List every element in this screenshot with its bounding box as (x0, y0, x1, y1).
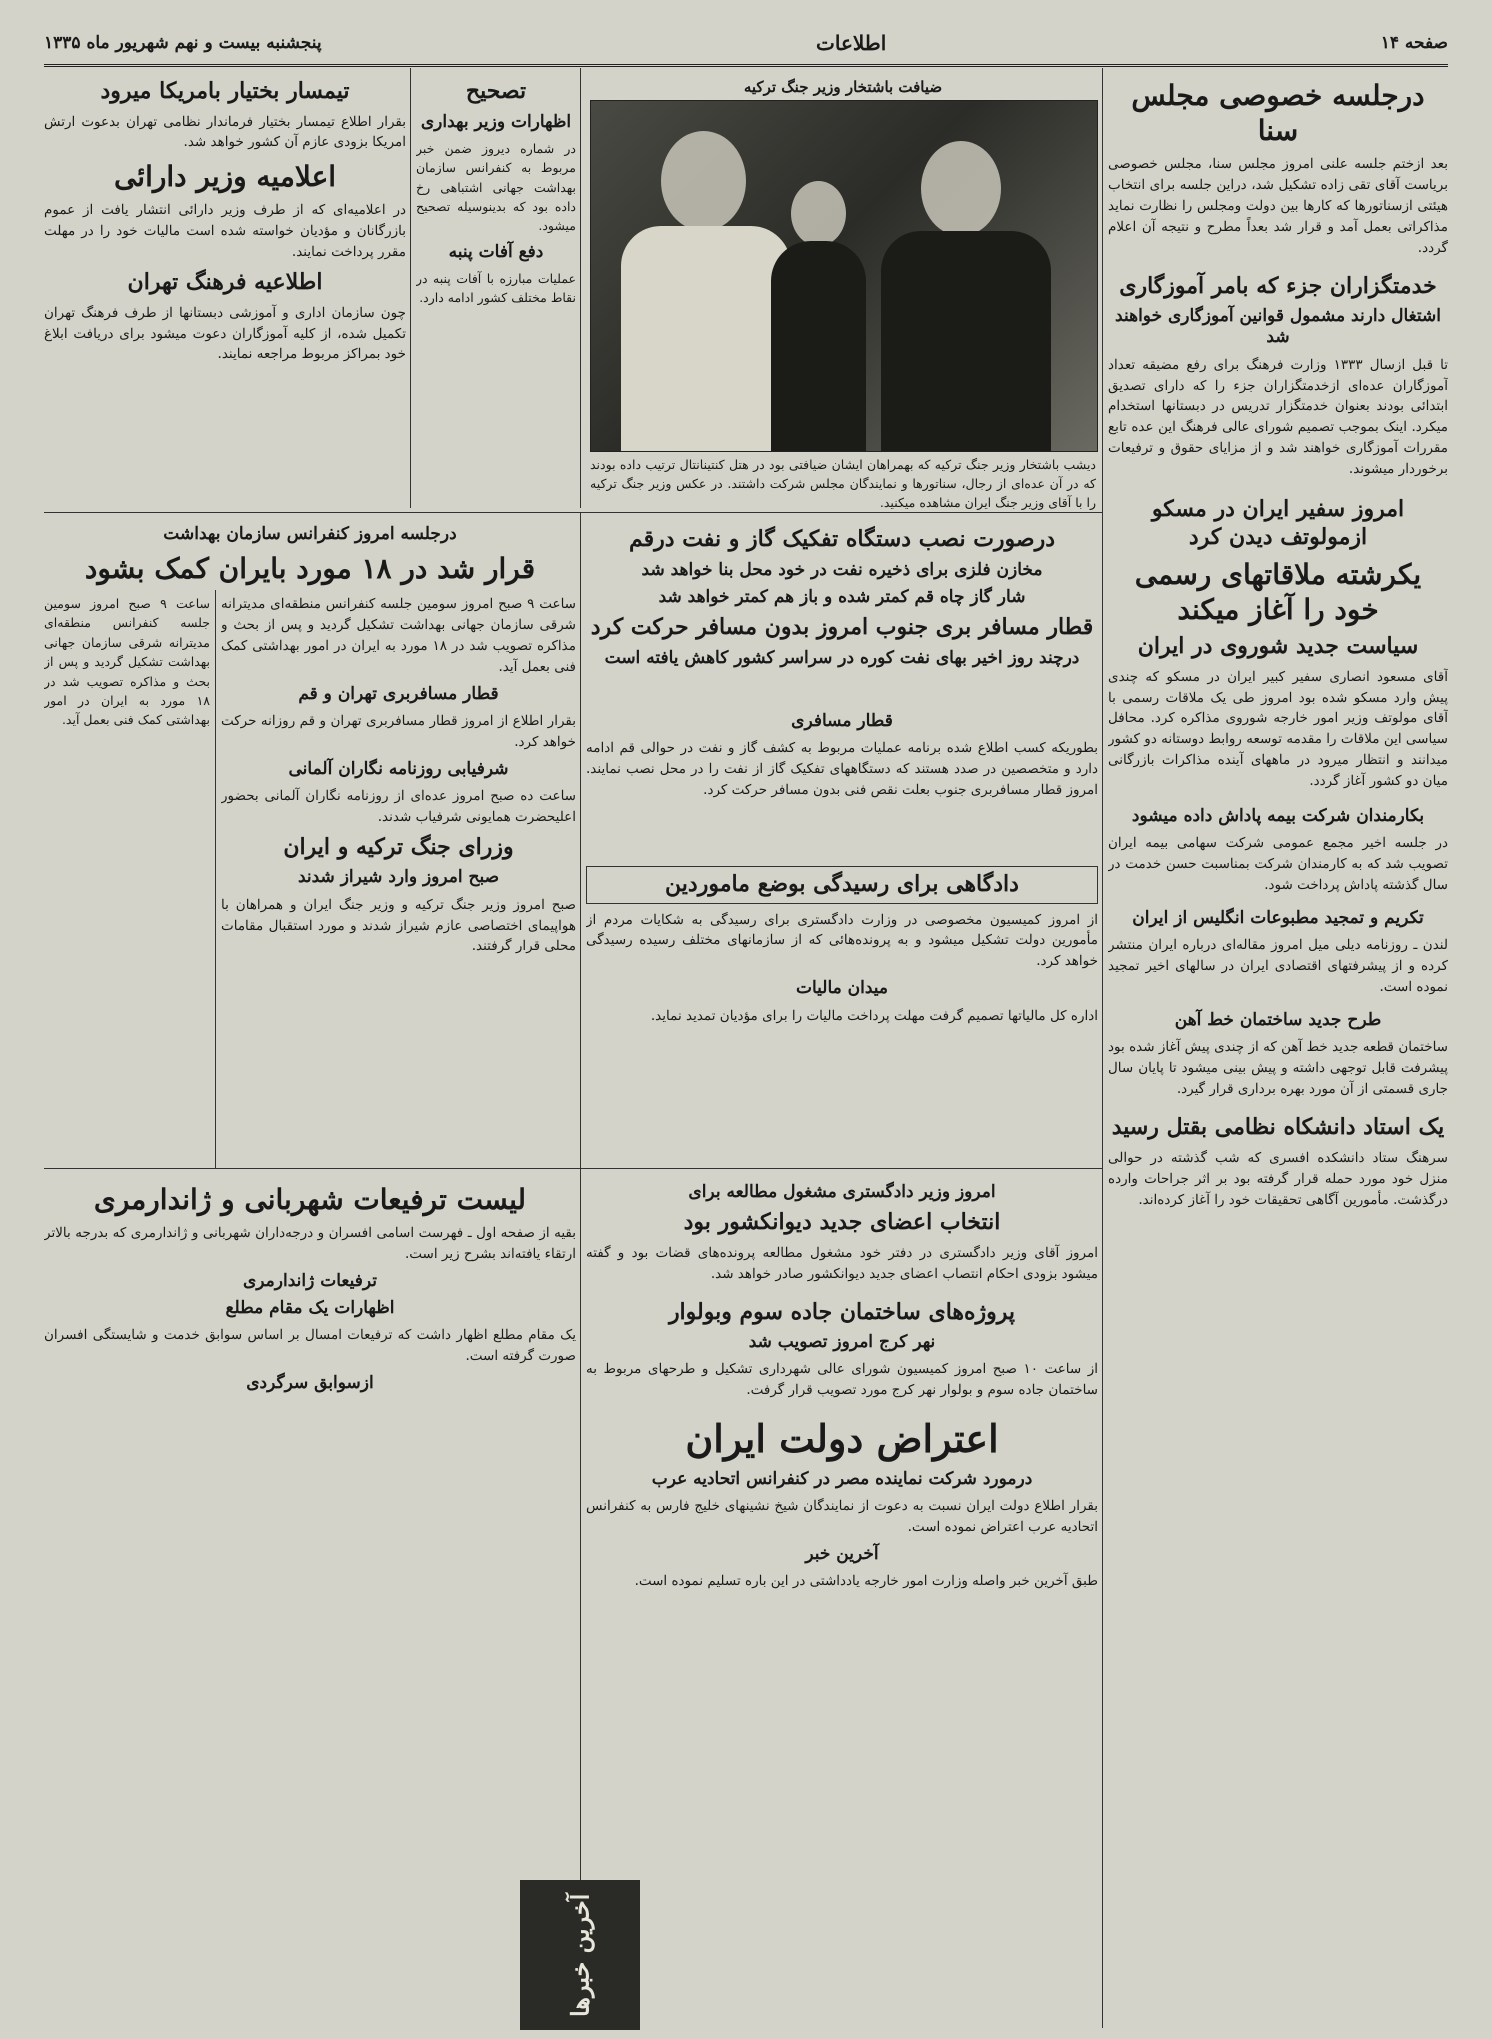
article-body: در جلسه اخیر مجمع عمومی شرکت سهامی بیمه ایران تصویب شد که به کارمندان شرکت بمناسبت حسن خدمت در سال گذشته پاداش پرداخت شود. (1108, 835, 1448, 894)
person-figure (881, 231, 1051, 451)
person-figure (771, 241, 866, 451)
article-body: بعد ازختم جلسه علنی امروز مجلس سنا، مجلس خصوصی بریاست آقای تقی زاده تشکیل شد، دراین جلسه برای انتخاب هیئتی ازسناتورها که کارها بین دولت ومجلس را نظارت نماید مذاکراتی بعمل آمد و قرار شد بعداً مطرح و نتیجه آن اعلام گردد. (1108, 156, 1448, 256)
headline: ازسوابق سرگردی (246, 1373, 374, 1394)
person-figure (621, 226, 791, 451)
subheadline: نهر کرج امروز تصویب شد (748, 1332, 936, 1353)
headline: درجلسه خصوصی مجلس سنا (1131, 79, 1425, 147)
article-body: ساختمان قطعه جدید خط آهن که از چندی پیش آغاز شده بود پیشرفت قابل توجهی داشته و پیش بینی میشود تا پایان سال جاری قسمتی از آن مورد بهره برداری قرار گیرد. (1108, 1039, 1448, 1098)
article-body: بقرار اطلاع دولت ایران نسبت به دعوت از نمایندگان شیخ نشینهای خلیج فارس به کنفرانس اتحادیه عرب اعتراض نموده است. (586, 1497, 1098, 1535)
article-body: بقرار اطلاع تیمسار بختیار فرماندار نظامی تهران بدعوت ارتش امریکا بزودی عازم آن کشور خواهد شد. (44, 113, 406, 151)
subheadline: مخازن فلزی برای ذخیره نفت در خود محل بنا خواهد شد (641, 559, 1043, 580)
column-rule (1102, 68, 1103, 2028)
news-photo (590, 100, 1098, 452)
article-body: ساعت ۹ صبح امروز سومین جلسه کنفرانس منطقه‌ای مدیترانه شرقی سازمان جهانی بهداشت تشکیل گردید و پس از بحث و مذاکره تصویب شد در ۱۸ مورد به ایران در امور بهداشتی کمک فنی بعمل آید. (44, 596, 210, 728)
headline: اطلاعیه فرهنگ تهران (127, 269, 323, 296)
headline: امروز وزیر دادگستری مشغول مطالعه برای (688, 1182, 996, 1202)
article-body: آقای مسعود انصاری سفیر کبیر ایران در مسکو که چندی پیش وارد مسکو شده بود امروز طی یک ملاقات رسمی با آقای مولوتف وزیر امور خارجه شوروی مذاکره کرد. محافل سیاسی این ملاقات را مقدمه توسعه روابط دوستانه دو کشور میدانند و انتظار میرود در ماههای آینده مذاکرات بازرگانی میان دو کشور آغاز گردد. (1108, 668, 1448, 790)
paper-name: اطلاعات (816, 31, 887, 55)
article-body: در اعلامیه‌ای که از طرف وزیر دارائی انتشار یافت از عموم بازرگانان و مؤدیان خواسته شده است مالیات خود را در مهلت مقرر پرداخت نمایند. (44, 202, 406, 261)
subheadline: اظهارات وزیر بهداری (420, 111, 572, 132)
left-inner-column (416, 72, 576, 508)
headline: درجلسه امروز کنفرانس سازمان بهداشت (163, 524, 457, 544)
headline: اعلامیه وزیر دارائی (113, 160, 337, 194)
subheadline: درچند روز اخیر بهای نفت کوره در سراسر کشور کاهش یافته است (604, 647, 1080, 668)
subheadline: درمورد شرکت نماینده مصر در کنفرانس اتحادیه عرب (651, 1468, 1033, 1489)
latest-news-stamp: آخرین خبرها (520, 1880, 640, 2030)
issue-date: پنجشنبه بیست و نهم شهریور ماه ۱۳۳۵ (44, 33, 322, 53)
headline: اظهارات یک مقام مطلع (225, 1298, 395, 1319)
article-body: امروز آقای وزیر دادگستری در دفتر خود مشغول مطالعه پرونده‌های قضات بود و گفته میشود بزودی احکام انتصاب اعضای جدید دیوانکشور صادر خواهد شد. (586, 1244, 1098, 1282)
headline: امروز سفیر ایران در مسکو ازمولوتف دیدن کرد (1151, 496, 1405, 550)
subheadline: دفع آفات پنبه (448, 241, 544, 262)
article-body: بقرار اطلاع از امروز قطار مسافربری تهران و قم روزانه حرکت خواهد کرد. (221, 712, 576, 750)
headline: وزرای جنگ ترکیه و ایران (283, 833, 514, 860)
subheadline: آخرین خبر (805, 1543, 879, 1564)
headline: تصحیح (465, 78, 527, 104)
person-figure (791, 181, 846, 246)
headline: انتخاب اعضای جدید دیوانکشور بود (683, 1209, 1001, 1236)
headline: پروژه‌های ساختمان جاده سوم وبولوار (668, 1298, 1016, 1325)
headline: یک استاد دانشکاه نظامی بقتل رسید (1111, 1114, 1445, 1141)
article-body: بقیه از صفحه اول ـ فهرست اسامی افسران و درجه‌داران شهربانی و ژاندارمری که بدرجه بالاتر ارتقاء یافته‌اند بشرح زیر است. (44, 1225, 576, 1262)
middle-lower-column (586, 1176, 1098, 2026)
article-body: صبح امروز وزیر جنگ ترکیه و وزیر جنگ ایران و همراهان با هواپیمای اختصاصی عازم شیراز شدند و مورد استقبال مقامات محلی قرار گرفتند. (221, 896, 576, 955)
article-body: لندن ـ روزنامه دیلی میل امروز مقاله‌ای درباره ایران منتشر کرده و از پیشرفتهای اقتصادی ایران در سالهای اخیر تمجید نموده است. (1108, 937, 1448, 996)
column-rule (410, 68, 411, 508)
article-body: اداره کل مالیاتها تصمیم گرفت مهلت پرداخت مالیات را برای مؤدیان تمدید نماید. (650, 1007, 1098, 1024)
article-body: بطوریکه کسب اطلاع شده برنامه عملیات مربوط به کشف گاز و نفت در حوالی قم ادامه دارد و متخصصین در صدد هستند که دستگاههای تفکیک گاز از نفت را در محل نصب نمایند. امروز قطار مسافربری جنوب بعلت نقص فنی بدون مسافر حرکت کرد. (586, 740, 1098, 799)
article-body: یک مقام مطلع اظهار داشت که ترفیعات امسال بر اساس سوابق خدمت و شایستگی افسران صورت گرفته است. (44, 1327, 576, 1365)
headline: قطار مسافر بری جنوب امروز بدون مسافر حرکت کرد (590, 614, 1094, 640)
left-mid-right-column (221, 594, 576, 1164)
subheadline: اشتغال دارند مشمول قوانین آموزگاری خواهند شد (1115, 306, 1441, 348)
headline: تیمسار بختیار بامریکا میرود (100, 78, 350, 104)
page-header (44, 28, 1448, 58)
headline: تکریم و تمجید مطبوعات انگلیس از ایران (1132, 908, 1424, 929)
headline: طرح جدید ساختمان خط آهن (1174, 1010, 1382, 1031)
header-rule (44, 64, 1448, 67)
headline: دادگاهی برای رسیدگی بوضع ماموردین (586, 866, 1098, 904)
headline: شرفیابی روزنامه نگاران آلمانی (288, 758, 509, 779)
article-body: ساعت ۹ صبح امروز سومین جلسه کنفرانس منطقه‌ای مدیترانه شرقی سازمان جهانی بهداشت تشکیل گردید و پس از بحث و مذاکره تصویب شد در ۱۸ مورد به ایران در امور بهداشتی کمک فنی بعمل آید. (221, 596, 576, 675)
article-body: در شماره دیروز ضمن خبر مربوط به کنفرانس سازمان بهداشت جهانی اشتباهی رخ داده بود که بدینوسیله تصحیح میشود. (416, 140, 576, 234)
headline: درصورت نصب دستگاه تفکیک گاز و نفت درقم (628, 526, 1056, 552)
article-body: تا قبل ازسال ۱۳۳۳ وزارت فرهنگ برای رفع مضیقه تعداد آموزگاران عده‌ای ازخدمتگزاران جزء را که دارای تصدیق ابتدائی بودند بعنوان خدمتگزار تدریس در دبستانها استخدام میکرد. اینک بموجب تصمیم شورای عالی فرهنگ این عده تابع مقررات آموزگاری خواهند شد و از مزایای حقوق و ترفیعات برخوردار میشوند. (1108, 356, 1448, 478)
subheadline: صبح امروز وارد شیراز شدند (297, 867, 500, 888)
column-rule (215, 590, 216, 1168)
subheadline: سیاست جدید شوروی در ایران (1137, 633, 1419, 660)
headline: بکارمندان شرکت بیمه پاداش داده میشود (1131, 806, 1425, 827)
headline: قرار شد در ۱۸ مورد بایران کمک بشود (84, 552, 536, 586)
headline: قطار مسافربری تهران و قم (298, 683, 499, 704)
middle-article (586, 860, 1098, 1160)
middle-article (586, 705, 1098, 855)
middle-top-article (586, 520, 1098, 700)
page-number: صفحه ۱۴ (1380, 33, 1448, 53)
promotions-article (44, 1176, 576, 1876)
health-conference-heading (44, 518, 576, 590)
person-figure (921, 141, 1001, 236)
article-body: چون سازمان اداری و آموزشی دبستانها از طرف فرهنگ تهران تکمیل شده، از کلیه آموزگاران دعوت میشود برای دریافت ابلاغ خود بمراکز مربوط مراجعه نمایند. (44, 304, 406, 363)
headline: اعتراض دولت ایران (685, 1416, 999, 1462)
person-figure (661, 131, 746, 231)
left-outer-column (44, 72, 406, 508)
right-column (1108, 72, 1448, 2032)
article-body: از امروز کمیسیون مخصوصی در وزارت دادگستری برای رسیدگی به شکایات مردم از مأمورین دولت تشکیل میشود و به پرونده‌هائی که از سازمانهای مختلف رسیده رسیدگی خواهد کرد. (586, 911, 1098, 970)
article-body: سرهنگ ستاد دانشکده افسری که شب گذشته در حوالی منزل خود مورد حمله قرار گرفته بود بر اثر جراحات وارده درگذشت. مأمورین آگاهی تحقیقات خود را آغاز کرده‌اند. (1108, 1149, 1448, 1208)
subheadline: قطار مسافری (791, 711, 893, 731)
article-body: از ساعت ۱۰ صبح امروز کمیسیون شورای عالی شهرداری تشکیل و طرحهای مربوط به ساختمان جاده سوم و بولوار نهر کرج مورد تصویب قرار گرفت. (586, 1361, 1098, 1399)
headline: یکرشته ملاقاتهای رسمی خود را آغاز میکند (1134, 558, 1422, 627)
left-mid-left-column (44, 594, 210, 1164)
section-rule (44, 1168, 1102, 1169)
headline: خدمتگزاران جزء که بامر آموزگاری (1119, 272, 1437, 299)
subheadline: شار گاز چاه قم کمتر شده و باز هم کمتر خواهد شد (658, 586, 1026, 607)
photo-caption: دیشب باشتخار وزیر جنگ ترکیه که بهمراهان ایشان ضیافتی بود در هتل کنتینانتال ترتیب داده بودند که در آن عده‌ای از رجال، سناتورها و نمایندگان مجلس شرکت داشتند. در عکس وزیر جنگ ترکیه را با آقای وزیر جنگ ایران مشاهده میکنید. (590, 457, 1096, 510)
headline: لیست ترفیعات شهربانی و ژاندارمری (93, 1183, 527, 1216)
photo-title: ضیافت باشتخار وزیر جنگ ترکیه (743, 78, 943, 96)
column-rule (580, 512, 581, 2028)
subheadline: میدان مالیات (795, 978, 889, 999)
article-body: طبق آخرین خبر واصله وزارت امور خارجه یادداشتی در این باره تسلیم نموده است. (634, 1573, 1098, 1590)
headline: ترفیعات ژاندارمری (243, 1270, 377, 1291)
article-body: ساعت ده صبح امروز عده‌ای از روزنامه نگاران آلمانی بحضور اعلیحضرت همایونی شرفیاب شدند. (221, 788, 576, 825)
column-rule (580, 68, 581, 508)
article-body: عملیات مبارزه با آفات پنبه در نقاط مختلف کشور ادامه دارد. (416, 270, 576, 306)
